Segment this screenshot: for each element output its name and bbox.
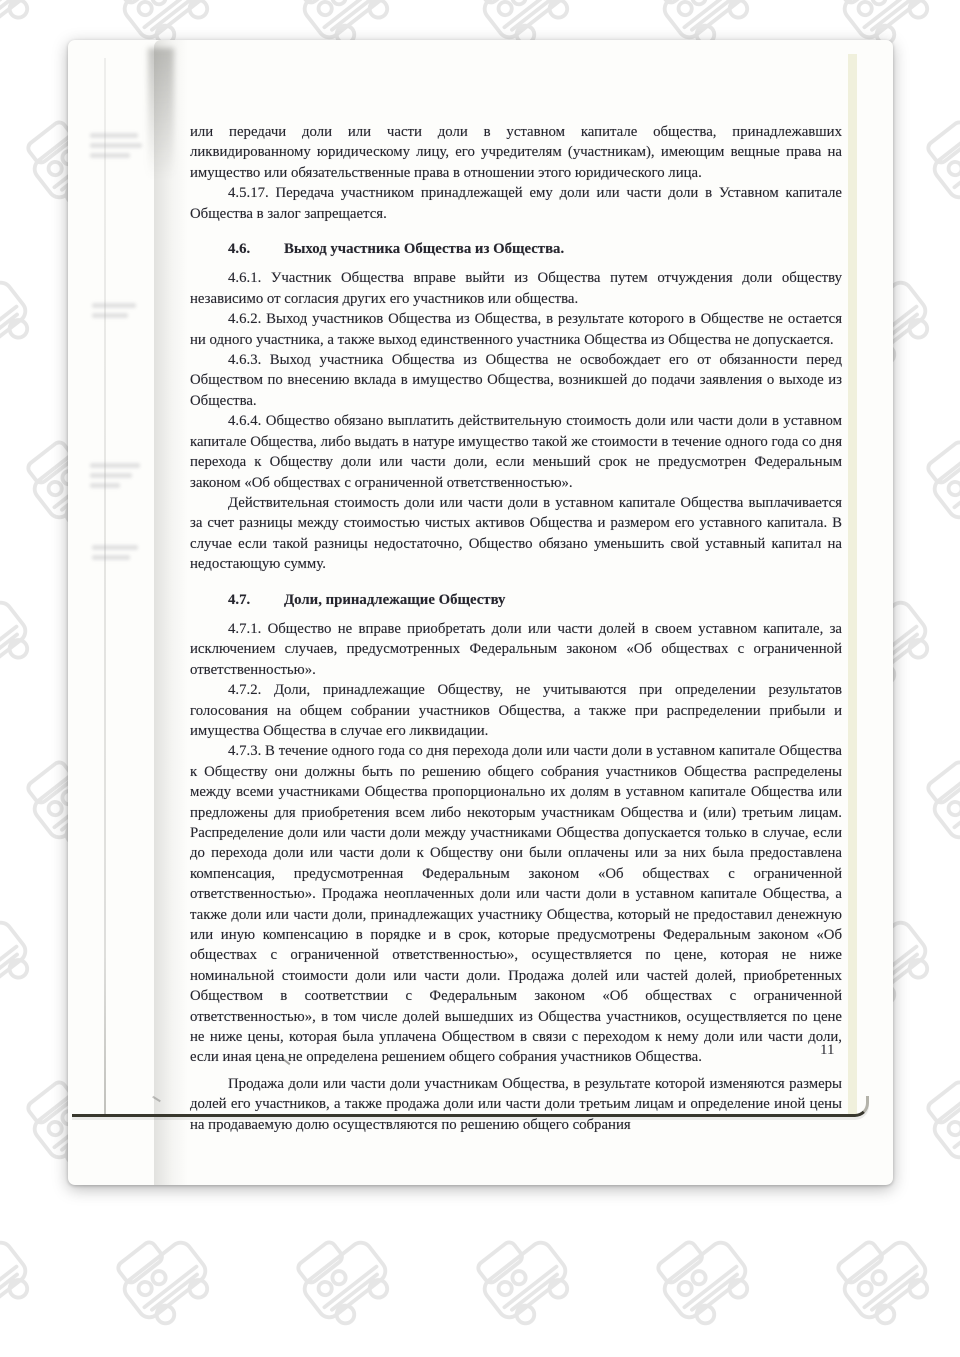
toy-truck-outline-icon — [898, 723, 960, 877]
section-heading — [190, 239, 842, 259]
toy-truck-outline-icon — [0, 563, 62, 717]
section-title: Выход участника Общества из Общества. — [284, 241, 564, 257]
toy-truck-outline-icon — [0, 883, 62, 1037]
paragraph: 4.6.2. Выход участников Общества из Общества, в результате которого в Обществе не остается ни одного участника, а также выход единственного участника Общества из Общества не допускается. — [190, 309, 842, 350]
paragraph: 4.7.2. Доли, принадлежащие Обществу, не учитываются при определении результатов голосования на общем собрании участников Общества, а также при распределении прибыли и имущества Общества в случае его ликвидации. — [190, 680, 842, 741]
toy-truck-outline-icon — [898, 403, 960, 557]
toy-truck-outline-icon — [808, 1203, 960, 1357]
bleedthrough-mark — [92, 298, 142, 323]
binding-fold-shadow-top — [148, 48, 174, 178]
toy-truck-outline-icon — [448, 1203, 602, 1357]
bleedthrough-mark — [90, 458, 144, 493]
paragraph: 4.5.17. Передача участником принадлежащей ему доли или части доли в Уставном капитале Общества в залог запрещается. — [190, 183, 842, 224]
document-body — [190, 122, 842, 1135]
toy-truck-outline-icon — [0, 243, 62, 397]
toy-truck-outline-icon — [0, 0, 62, 77]
sheet-right-edge-strip — [848, 54, 857, 1116]
page-number: 11 — [820, 1042, 834, 1059]
paragraph: 4.6.1. Участник Общества вправе выйти из Общества путем отчуждения доли обществу независимо от согласия других его участников или общества. — [190, 268, 842, 309]
paragraph: Продажа доли или части доли участникам Общества, в результате которой изменяются размеры долей его участников, а также продажа доли или части доли третьим лицам и определение иной цены на продаваемую долю осуществляются по решению общего собрания — [190, 1074, 842, 1135]
section-number: 4.6. — [228, 239, 284, 259]
paragraph: Действительная стоимость доли или части доли в уставном капитале Общества выплачивается за счет разницы между стоимостью чистых активов Общества и размером его уставного капитала. В случае если такой разницы недостаточно, Общество обязано уменьшить свой уставный капитал на недостающую сумму. — [190, 493, 842, 575]
toy-truck-outline-icon — [898, 83, 960, 237]
sheet-left-edge-line — [104, 58, 106, 1116]
binding-fold-shadow — [154, 40, 188, 1185]
paragraph: или передачи доли или части доли в уставном капитале общества, принадлежавших ликвидированному юридическому лицу, его учредителям (участникам), имеющим вещные права на имущество или обязательственные права в отношении этого юридического лица. — [190, 122, 842, 183]
section-number: 4.7. — [228, 590, 284, 610]
paragraph: 4.6.4. Общество обязано выплатить действительную стоимость доли или части доли в уставном капитале Общества, либо выдать в натуре имущество такой же стоимости в течение одного года со дня перехода к Обществу доли или части доли, если меньший срок не предусмотрен Федеральным законом «Об обществах с ограниченной ответственностью». — [190, 411, 842, 493]
scanned-document-page — [68, 40, 893, 1185]
toy-truck-outline-icon — [0, 1203, 62, 1357]
toy-truck-outline-icon — [88, 1203, 242, 1357]
toy-truck-outline-icon — [628, 1203, 782, 1357]
section-title: Доли, принадлежащие Обществу — [284, 592, 505, 608]
paragraph: 4.7.3. В течение одного года со дня перехода доли или части доли в уставном капитале Общества к Обществу они должны быть по решению общего собрания участников Общества распределены между всеми участниками Общества пропорционально их долям в уставном капитале Общества или предложены для приобретения всем либо некоторым участникам Общества и (или) третьим лицам. Распределение доли или части доли между участниками Общества допускается только в случае, если до перехода доли или части доли к Обществу они были оплачены или за них была предоставлена компенсация, предусмотренная Федеральным законом «Об обществах с ограниченной ответственностью». Продажа неоплаченных доли или части доли в уставном капитале Общества, а также доли или части доли, принадлежащих участнику Общества, который не предоставил денежную или иную компенсацию в порядке и в срок, которые предусмотрены Федеральным законом «Об обществах с ограниченной ответственностью», осуществляется по цене, которая не ниже номинальной стоимости доли или части доли. Продажа долей или частей долей, приобретенных Обществом в соответствии с Федеральным законом «Об обществах с ограниченной ответственностью», в том числе долей вышедших из Общества участников, осуществляется по цене не ниже цены, которая была уплачена Обществом в связи с переходом к нему доли или части доли, если иная цена не определена решением общего собрания участников Общества. — [190, 741, 842, 1068]
bleedthrough-mark — [92, 540, 140, 565]
section-heading — [190, 590, 842, 610]
bleedthrough-mark — [90, 128, 142, 163]
paragraph: 4.6.3. Выход участника Общества из Общества не освобождает его от обязанности перед Обществом по внесению вклада в имущество Общества, возникшей до подачи заявления о выходе из Общества. — [190, 350, 842, 411]
toy-truck-outline-icon — [268, 1203, 422, 1357]
paragraph: 4.7.1. Общество не вправе приобретать доли или части долей в своем уставном капитале, за исключением случаев, предусмотренных Федеральным законом «Об обществах с ограниченной ответственностью». — [190, 619, 842, 680]
toy-truck-outline-icon — [898, 1043, 960, 1197]
